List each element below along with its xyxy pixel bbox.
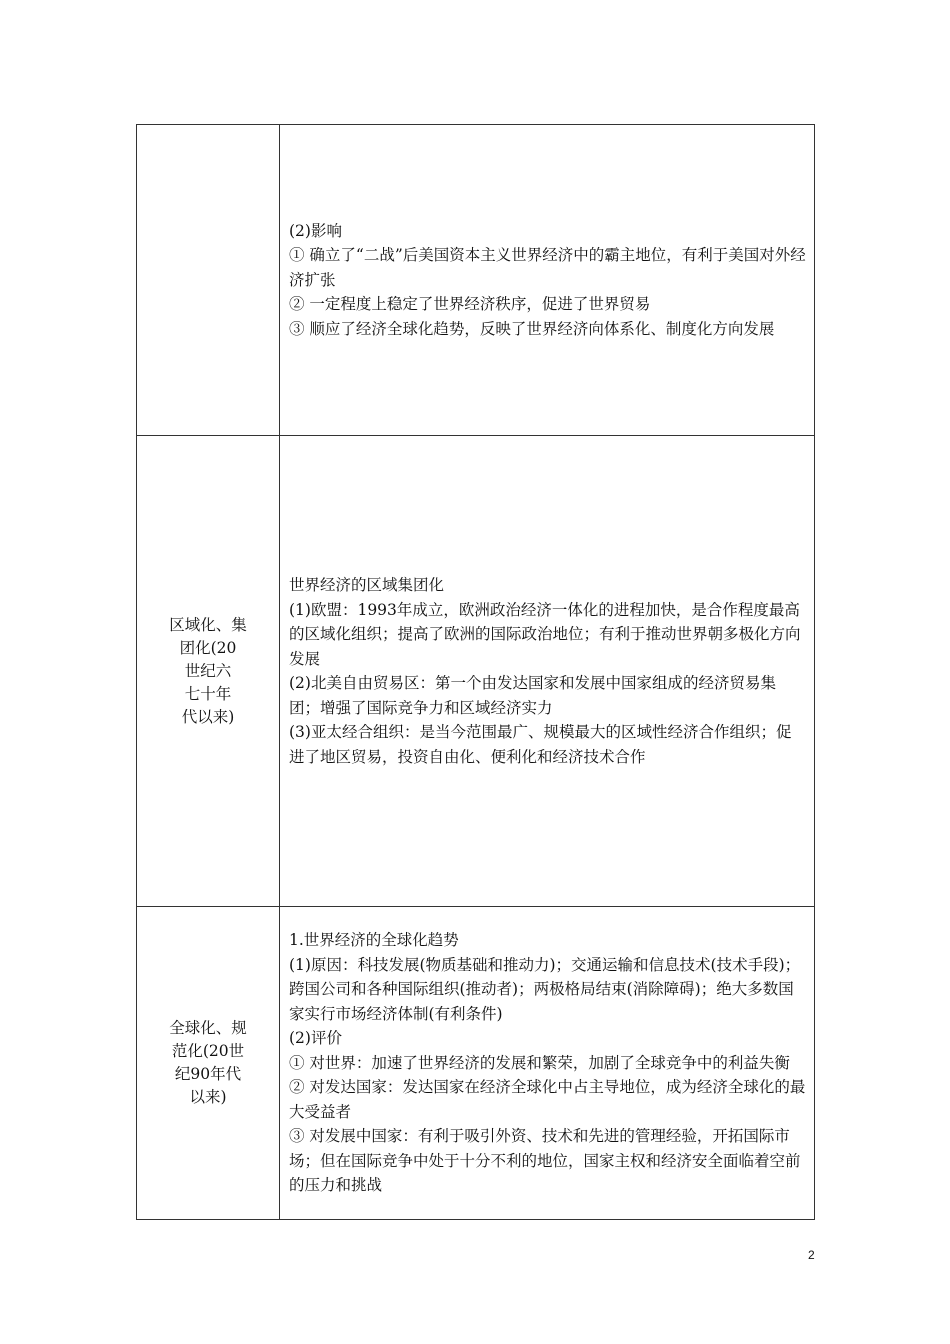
row-1-content-cell xyxy=(280,125,815,436)
row-2-line: (1)欧盟：1993年成立，欧洲政治经济一体化的进程加快，是合作程度最高的区域化组织；提高了欧洲的国际政治地位；有利于推动世界朝多极化方向发展 xyxy=(289,600,801,668)
row-3-label-line: 纪90年代 xyxy=(174,1065,242,1083)
row-3-line: ② 对发达国家：发达国家在经济全球化中占主导地位，成为经济全球化的最大受益者 xyxy=(289,1078,806,1121)
row-2-content-cell xyxy=(280,436,815,907)
table-row xyxy=(137,436,815,907)
row-3-label-cell xyxy=(137,907,280,1220)
row-3-label-line: 范化(20世 xyxy=(171,1042,245,1060)
row-2-line: 世界经济的区域集团化 xyxy=(289,576,445,594)
row-2-label-line: 世纪六 xyxy=(184,661,232,680)
row-3-line: (1)原因：科技发展(物质基础和推动力)；交通运输和信息技术(技术手段)；跨国公司和各种国际组织(推动者)；两极格局结束(消除障碍)；绝大多数国家实行市场经济体制(有利条件) xyxy=(289,955,801,1023)
content-table xyxy=(136,124,815,1220)
row-1-label-cell xyxy=(137,125,280,436)
row-2-line: (3)亚太经合组织：是当今范围最广、规模最大的区域性经济合作组织；促进了地区贸易，投资自由化、便利化和经济技术合作 xyxy=(289,723,792,766)
row-3-content-cell xyxy=(280,907,815,1220)
row-2-label-cell xyxy=(137,436,280,907)
row-2-label-line: 团化(20 xyxy=(179,638,237,657)
row-3-label-line: 全球化、规 xyxy=(169,1019,247,1037)
table-row xyxy=(137,907,815,1220)
row-1-line: ① 确立了“二战”后美国资本主义世界经济中的霸主地位，有利于美国对外经济扩张 xyxy=(289,246,806,289)
row-1-line: (2)影响 xyxy=(289,221,342,240)
row-3-label-line: 以来) xyxy=(189,1088,227,1106)
row-3-line: (2)评价 xyxy=(289,1029,342,1048)
row-1-line: ③ 顺应了经济全球化趋势，反映了世界经济向体系化、制度化方向发展 xyxy=(289,319,775,338)
row-2-line: (2)北美自由贸易区：第一个由发达国家和发展中国家组成的经济贸易集团；增强了国际竞争力和区域经济实力 xyxy=(289,674,776,717)
row-3-line: 1.世界经济的全球化趋势 xyxy=(289,931,459,950)
row-3-line: ① 对世界：加速了世界经济的发展和繁荣，加剧了全球竞争中的利益失衡 xyxy=(289,1053,790,1072)
row-2-label-line: 七十年 xyxy=(184,684,232,703)
row-3-line: ③ 对发展中国家：有利于吸引外资、技术和先进的管理经验，开拓国际市场；但在国际竞争中处于十分不利的地位，国家主权和经济安全面临着空前的压力和挑战 xyxy=(289,1127,801,1195)
table-row xyxy=(137,125,815,436)
page-number: 2 xyxy=(808,1248,815,1262)
row-2-label-line: 区域化、集 xyxy=(169,615,247,634)
row-1-line: ② 一定程度上稳定了世界经济秩序，促进了世界贸易 xyxy=(289,295,651,314)
row-2-label-line: 代以来) xyxy=(181,707,235,726)
